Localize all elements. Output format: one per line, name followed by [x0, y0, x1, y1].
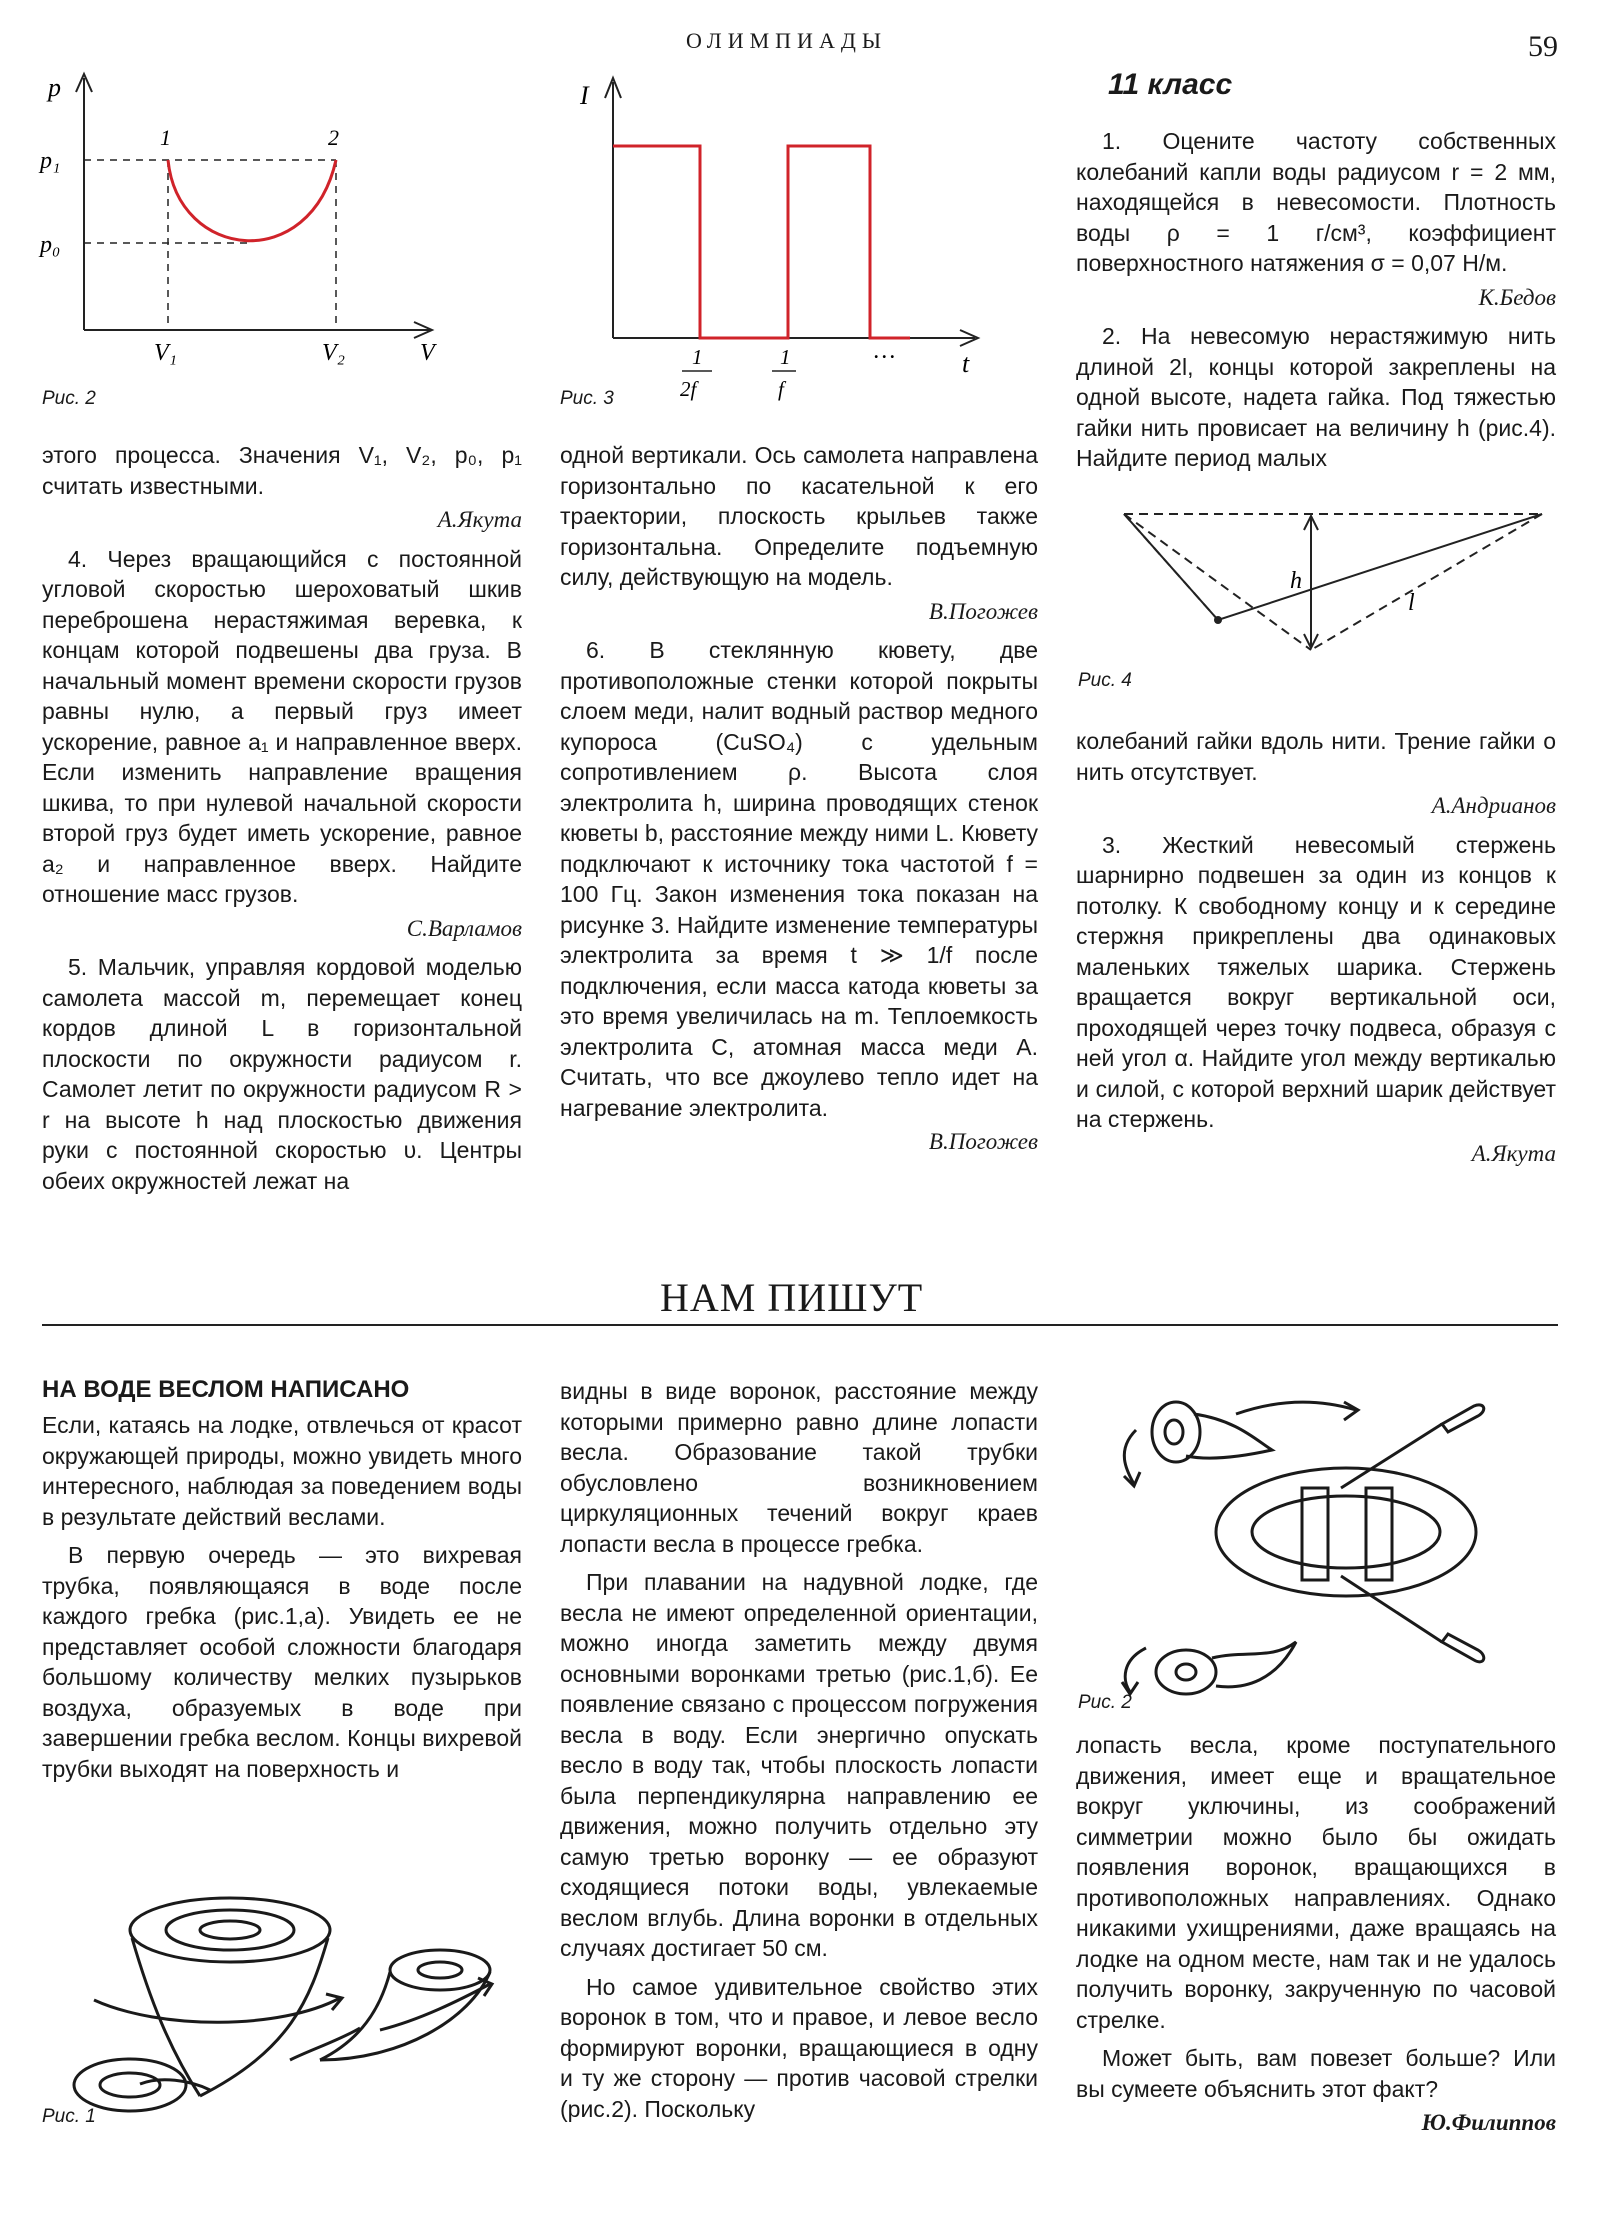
author: А.Якута	[1471, 1140, 1556, 1166]
author: А.Якута	[437, 507, 522, 532]
paragraph: колебаний гайки вдоль нити. Трение гайки о нить отсутствует.	[1076, 728, 1556, 785]
tick-den-f: f	[778, 377, 784, 401]
axis-label-p: p	[48, 73, 61, 102]
tick-num-2: 1	[780, 345, 791, 369]
boat-caption: Рис. 2	[1078, 1692, 1132, 1713]
fig3-caption: Рис. 3	[560, 388, 614, 409]
point-label-2: 2	[328, 125, 339, 150]
paragraph: лопасть весла, кроме поступательного движения, имеет еще и вращательное вокруг уключины, из соображений симметрии можно было бы ожидать появления воронок, вращающихся в противоположных направлениях. Однако никакими ухищрениями, даже вращаясь на лодке на одном месте, нам так и не удалось получить воронку, закрученную по часовой стрелке.	[1076, 1732, 1556, 2033]
problem-5: 5. Мальчик, управляя кордовой моделью самолета массой m, перемещает конец кордов длиной L в горизонтальной плоскости по окружности радиусом r. Самолет летит по окружности радиусом R > r на высоте h над плоскостью движения руки с постоянной скоростью υ. Центры обеих окружностей лежат на	[42, 954, 522, 1194]
nut-on-thread-diagram	[1076, 496, 1566, 676]
problem-3: 3. Жесткий невесомый стержень шарнирно подвешен за один из концов к потолку. К свободному концу и к середине стержня прикреплены два одинаковых маленьких тяжелых шарика. Стержень вращается вокруг вертикальной оси, проходящей через точку подвеса, образуя с ней угол α. Найдите угол между вертикалью и силой, с которой верхний шарик действует на стержень.	[1076, 831, 1556, 1132]
problem-4: 4. Через вращающийся с постоянной угловой скоростью шероховатый шкив переброшена нерастяжимая веревка, к концам которой подвешены два груза. В начальный момент времени скорости грузов равны нулю, а первый груз имеет ускорение, равное a₁ и направленное вверх. Если изменить направление вращения шкива, то при нулевой начальной скорости второй груз будет иметь ускорение, равное a₂ и направленное вверх. Найдите отношение масс грузов.	[42, 545, 522, 907]
tick-num-1: 1	[692, 345, 703, 369]
paragraph: видны в виде воронок, расстояние между которыми примерно равно длине лопасти весла. Образование такой трубки обусловлено возникновением циркуляционных течений вокруг краев лопасти весла в процессе гребка.	[560, 1378, 1038, 1557]
author: С.Варламов	[406, 915, 522, 941]
tick-label-p1: p₁	[40, 148, 61, 174]
axis-label-v: V	[420, 340, 435, 366]
paragraph: этого процесса. Значения V₁, V₂, p₀, p₁ считать известными.	[42, 442, 522, 499]
article-title: НА ВОДЕ ВЕСЛОМ НАПИСАНО	[42, 1376, 410, 1403]
text-column-2	[560, 440, 1038, 1166]
article-column-2	[560, 1376, 1038, 2132]
vortex-tube-drawing	[60, 1880, 520, 2140]
axis-label-t: t	[962, 349, 970, 378]
fig4-caption: Рис. 4	[1078, 670, 1132, 691]
grade-heading: 11 класс	[1108, 68, 1233, 101]
point-label-1: 1	[160, 125, 171, 150]
paragraph: Но самое удивительное свойство этих воронок в том, что и правое, и левое весло формируют воронки, вращающиеся в одну и ту же сторону — против часовой стрелки (рис.2). Поскольку	[560, 1973, 1038, 2122]
paragraph: одной вертикали. Ось самолета направлена горизонтально по касательной к его траектории, плоскость крыльев также горизонтальна. Определите подъемную силу, действующую на модель.	[560, 442, 1038, 590]
label-h: h	[1290, 568, 1302, 594]
process-curve	[168, 160, 336, 241]
fig2-caption: Рис. 2	[42, 388, 96, 409]
page-number: 59	[1528, 30, 1558, 63]
problem-6: 6. В стеклянную кювету, две противоположные стенки которой покрыты слоем меди, налит водный раствор медного купороса (CuSO₄) с удельным сопротивлением ρ. Высота слоя электролита h, ширина проводящих стенок кюветы b, расстояние между ними L. Кювету подключают к источнику тока частотой f = 100 Гц. Закон изменения тока показан на рисунке 3. Найдите изменение температуры электролита за время t ≫ 1/f после подключения, если масса катода кюветы за это время увеличилась на m. Теплоемкость электролита C, атомная масса меди A. Считать, что все джоулево тепло идет на нагревание электролита.	[560, 637, 1038, 1121]
section-title: НАМ ПИШУТ	[660, 1275, 924, 1320]
problem-1: 1. Оцените частоту собственных колебаний капли воды радиусом r = 2 мм, находящейся в невесомости. Плотность воды ρ = 1 г/см³, коэффициент поверхностного натяжения σ = 0,07 Н/м.	[1076, 128, 1556, 276]
problem-2: 2. На невесомую нерастяжимую нить длиной 2l, концы которой закреплены на одной высоте, надета гайка. Под тяжестью гайки нить провисает на величину h (рис.4). Найдите период малых	[1076, 323, 1556, 471]
fig1-caption: Рис. 1	[42, 2106, 96, 2127]
paragraph: При плавании на надувной лодке, где весла не имеют определенной ориентации, можно иногда заметить между двумя основными воронками третью (рис.1,б). Ее появление связано с процессом погружения весла в воду. Если энергично опускать весло в воду так, чтобы плоскость лопасти была перпендикулярна направлению ее движения, можно получить отдельно эту самую третью воронку — ее образуют сходящиеся потоки воды, увлекаемые веслом вглубь. Длина воронки в отдельных случаях достигает 50 см.	[560, 1569, 1038, 1961]
paragraph: Может быть, вам повезет больше? Или вы сумеете объяснить этот факт?	[1076, 2045, 1556, 2102]
label-l: l	[1408, 590, 1415, 616]
article-column-1	[42, 1410, 522, 1792]
tick-den-2f: 2f	[680, 377, 697, 401]
author: Ю.Филиппов	[1421, 2110, 1556, 2135]
nut-point	[1214, 616, 1222, 624]
author: А.Андрианов	[1431, 793, 1556, 818]
paragraph: Если, катаясь на лодке, отвлечься от красот окружающей природы, можно увидеть много интересного, наблюдая за поведением воды в результате действий веслами.	[42, 1412, 522, 1530]
tick-label-p0: p₀	[40, 232, 61, 258]
author: К.Бедов	[1478, 284, 1556, 310]
axis-label-i: I	[580, 81, 589, 110]
running-header: ОЛИМПИАДЫ	[686, 28, 888, 53]
author: В.Погожев	[928, 1129, 1038, 1154]
text-column-3-bottom	[1076, 726, 1556, 1177]
article-column-3	[1076, 1730, 1556, 2147]
boat-diagram	[1076, 1380, 1576, 1710]
current-signal	[613, 146, 910, 338]
tick-label-v2: V₂	[322, 340, 346, 366]
section-rule	[42, 1324, 1558, 1326]
pv-diagram	[30, 60, 470, 420]
text-column-3-top	[1076, 126, 1556, 482]
ellipsis: …	[874, 338, 896, 364]
current-plot	[560, 60, 1000, 420]
author: В.Погожев	[928, 598, 1038, 624]
text-column-1	[42, 440, 522, 1204]
tick-label-v1: V₁	[154, 340, 178, 366]
paragraph: В первую очередь — это вихревая трубка, появляющаяся в воде после каждого гребка (рис.1,а). Увидеть ее не представляет особой сложности благодаря большому количеству мелких пузырьков воздуха, образуемых в воде при завершении гребка веслом. Концы вихревой трубки выходят на поверхность и	[42, 1542, 522, 1782]
